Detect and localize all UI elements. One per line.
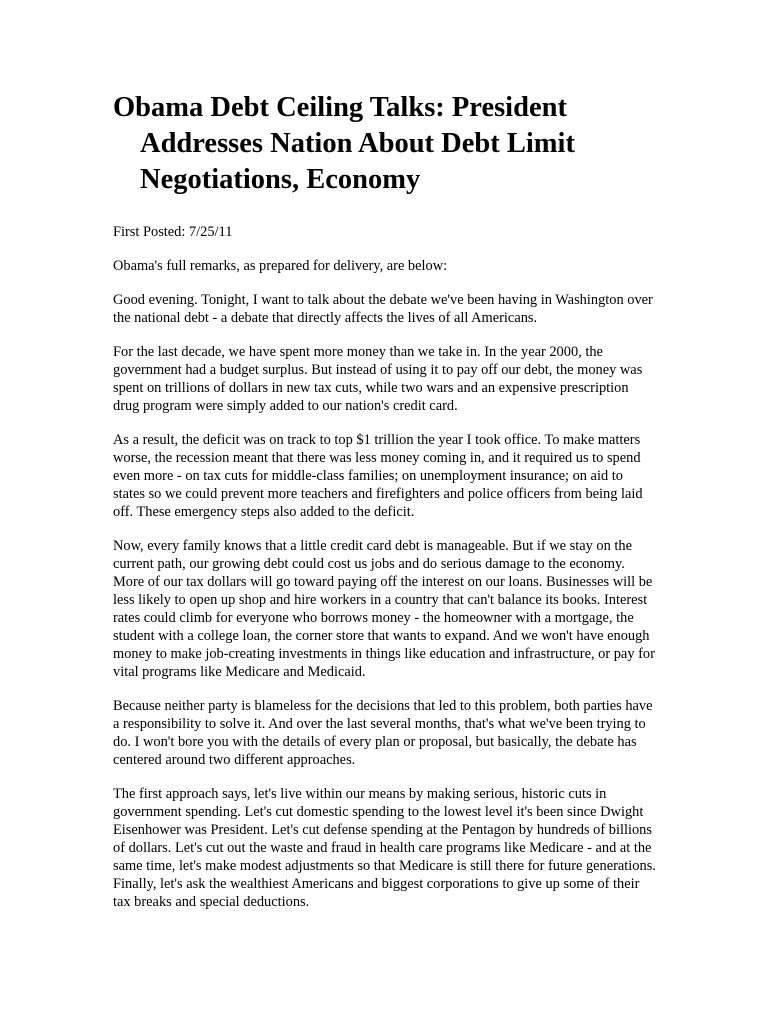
body-paragraph: Because neither party is blameless for the decisions that led to this problem, both parties have a responsibility to solve it. And over the last several months, that's what we've been trying to do. I won't bore you with the details of every plan or proposal, but basically, the debate has centered around two different approaches. bbox=[113, 698, 653, 768]
body-paragraph: For the last decade, we have spent more money than we take in. In the year 2000, the government had a budget surplus. But instead of using it to pay off our debt, the money was spent on trillions of dollars in new tax cuts, while two wars and an expensive prescription drug program were simply added to our nation's credit card. bbox=[113, 344, 643, 414]
body-paragraph: Now, every family knows that a little credit card debt is manageable. But if we stay on the current path, our growing debt could cost us jobs and do serious damage to the economy. More of our tax dollars will go toward paying off the interest on our loans. Businesses will be less likely to open up shop and hire workers in a country that can't balance its books. Interest rates could climb for everyone who borrows money - the homeowner with a mortgage, the student with a college loan, the corner store that wants to expand. And we won't have enough money to make job-creating investments in things like education and infrastructure, or pay for vital programs like Medicare and Medicaid. bbox=[113, 538, 655, 680]
intro-paragraph: Obama's full remarks, as prepared for delivery, are below: bbox=[113, 258, 448, 274]
article bbox=[113, 90, 658, 927]
first-posted-date: First Posted: 7/25/11 bbox=[113, 224, 233, 240]
article-title: Obama Debt Ceiling Talks: President Addresses Nation About Debt Limit Negotiations, Economy bbox=[113, 92, 575, 195]
body-paragraph: Good evening. Tonight, I want to talk about the debate we've been having in Washington over the national debt - a debate that directly affects the lives of all Americans. bbox=[113, 292, 653, 326]
body-paragraph: As a result, the deficit was on track to top $1 trillion the year I took office. To make matters worse, the recession meant that there was less money coming in, and it required us to spend even more - on tax cuts for middle-class families; on unemployment insurance; on aid to states so we could prevent more teachers and firefighters and police officers from being laid off. These emergency steps also added to the deficit. bbox=[113, 432, 643, 520]
body-paragraph: The first approach says, let's live within our means by making serious, historic cuts in government spending. Let's cut domestic spending to the lowest level it's been since Dwight Eisenhower was President. Let's cut defense spending at the Pentagon by hundreds of billions of dollars. Let's cut out the waste and fraud in health care programs like Medicare - and at the same time, let's make modest adjustments so that Medicare is still there for future generations. Finally, let's ask the wealthiest Americans and biggest corporations to give up some of their tax breaks and special deductions. bbox=[113, 786, 656, 910]
